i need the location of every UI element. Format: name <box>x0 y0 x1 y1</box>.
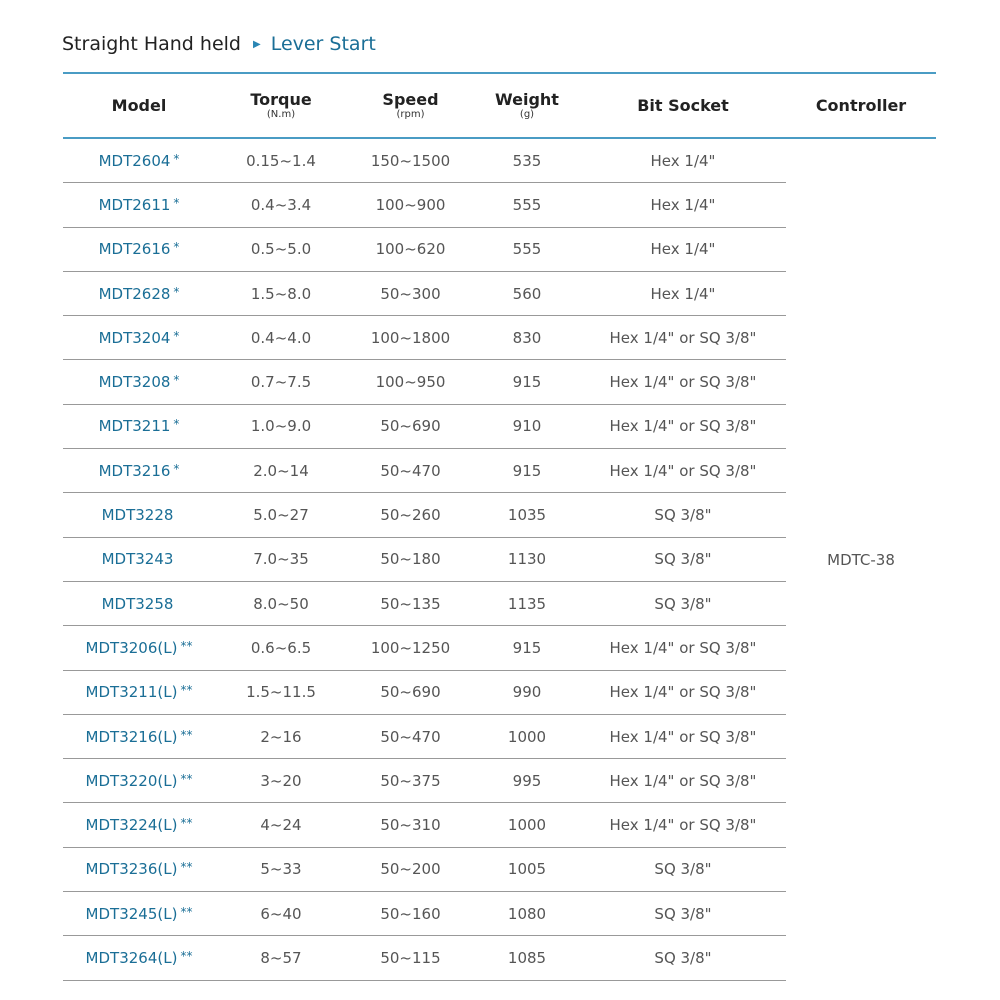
speed-cell <box>347 404 474 448</box>
weight-value: 1000 <box>507 727 547 746</box>
header-speed-label: Speed <box>382 89 439 109</box>
speed-cell <box>347 227 474 271</box>
bit-socket-cell <box>580 227 786 271</box>
weight-cell <box>474 537 580 581</box>
torque-cell <box>215 803 347 847</box>
header-weight <box>474 73 580 138</box>
model-cell <box>63 759 215 803</box>
spec-table <box>63 72 936 981</box>
model-name: MDT3208 <box>98 373 171 392</box>
torque-cell <box>215 626 347 670</box>
model-cell <box>63 360 215 404</box>
weight-value: 535 <box>512 151 542 170</box>
model-cell <box>63 493 215 537</box>
speed-value: 50~200 <box>380 860 441 879</box>
model-mark: * <box>173 373 180 388</box>
weight-cell <box>474 803 580 847</box>
speed-value: 50~310 <box>380 816 441 835</box>
bit-socket-value: SQ 3/8" <box>654 948 712 967</box>
weight-cell <box>474 271 580 315</box>
speed-cell <box>347 360 474 404</box>
torque-cell <box>215 759 347 803</box>
bit-socket-value: SQ 3/8" <box>654 904 712 923</box>
model-cell <box>63 404 215 448</box>
bit-socket-cell <box>580 271 786 315</box>
header-torque-unit: (N.m) <box>266 108 296 120</box>
torque-cell <box>215 404 347 448</box>
speed-value: 50~690 <box>380 417 441 436</box>
bit-socket-cell <box>580 493 786 537</box>
model-name: MDT3211 <box>98 417 171 436</box>
model-name: MDT2604 <box>98 151 171 170</box>
model-name: MDT3204 <box>98 328 171 347</box>
bit-socket-value: Hex 1/4" or SQ 3/8" <box>609 683 757 702</box>
controller-cell <box>786 138 936 980</box>
weight-cell <box>474 316 580 360</box>
model-mark: * <box>173 328 180 343</box>
header-torque <box>215 73 347 138</box>
speed-value: 100~900 <box>375 195 446 214</box>
bit-socket-cell <box>580 183 786 227</box>
torque-value: 8.0~50 <box>253 594 309 613</box>
speed-cell <box>347 581 474 625</box>
speed-cell <box>347 183 474 227</box>
model-mark: * <box>173 284 180 299</box>
weight-cell <box>474 449 580 493</box>
torque-cell <box>215 316 347 360</box>
weight-value: 915 <box>512 638 542 657</box>
model-cell <box>63 670 215 714</box>
torque-cell <box>215 493 347 537</box>
model-mark: ** <box>180 904 193 919</box>
model-cell <box>63 803 215 847</box>
torque-value: 5~33 <box>260 860 302 879</box>
speed-value: 50~135 <box>380 594 441 613</box>
torque-value: 0.5~5.0 <box>250 240 312 259</box>
torque-value: 8~57 <box>260 948 302 967</box>
model-cell <box>63 183 215 227</box>
weight-cell <box>474 581 580 625</box>
model-cell <box>63 714 215 758</box>
weight-value: 990 <box>512 683 542 702</box>
speed-value: 100~950 <box>375 373 446 392</box>
bit-socket-cell <box>580 360 786 404</box>
speed-cell <box>347 847 474 891</box>
torque-cell <box>215 714 347 758</box>
model-name: MDT3206(L) <box>85 638 178 657</box>
weight-value: 1130 <box>507 550 547 569</box>
speed-value: 100~620 <box>375 240 446 259</box>
model-name: MDT3245(L) <box>85 904 178 923</box>
bit-socket-cell <box>580 316 786 360</box>
speed-cell <box>347 626 474 670</box>
speed-cell <box>347 537 474 581</box>
torque-value: 0.15~1.4 <box>246 151 316 170</box>
model-cell <box>63 271 215 315</box>
weight-value: 1080 <box>507 904 547 923</box>
speed-value: 150~1500 <box>370 151 451 170</box>
weight-cell <box>474 936 580 980</box>
torque-value: 0.6~6.5 <box>250 638 312 657</box>
model-mark: ** <box>180 771 193 786</box>
controller-value: MDTC-38 <box>827 550 895 569</box>
speed-value: 100~1800 <box>370 328 451 347</box>
speed-value: 50~375 <box>380 771 441 790</box>
model-name: MDT3258 <box>101 594 174 613</box>
model-name: MDT3236(L) <box>85 860 178 879</box>
bit-socket-cell <box>580 892 786 936</box>
weight-cell <box>474 847 580 891</box>
bit-socket-value: SQ 3/8" <box>654 594 712 613</box>
weight-value: 1085 <box>507 948 547 967</box>
torque-value: 1.0~9.0 <box>250 417 312 436</box>
speed-value: 50~690 <box>380 683 441 702</box>
bit-socket-cell <box>580 803 786 847</box>
weight-cell <box>474 183 580 227</box>
torque-value: 6~40 <box>260 904 302 923</box>
weight-cell <box>474 892 580 936</box>
speed-value: 100~1250 <box>370 638 451 657</box>
speed-cell <box>347 714 474 758</box>
weight-cell <box>474 404 580 448</box>
header-weight-label: Weight <box>495 89 559 109</box>
speed-cell <box>347 271 474 315</box>
model-cell <box>63 936 215 980</box>
torque-value: 5.0~27 <box>253 506 309 525</box>
speed-cell <box>347 138 474 183</box>
weight-value: 910 <box>512 417 542 436</box>
model-cell <box>63 316 215 360</box>
bit-socket-cell <box>580 449 786 493</box>
torque-value: 7.0~35 <box>253 550 309 569</box>
speed-value: 50~260 <box>380 506 441 525</box>
speed-value: 50~470 <box>380 727 441 746</box>
bit-socket-value: Hex 1/4" or SQ 3/8" <box>609 816 757 835</box>
weight-value: 1000 <box>507 816 547 835</box>
torque-value: 3~20 <box>260 771 302 790</box>
model-name: MDT3224(L) <box>85 816 178 835</box>
speed-cell <box>347 670 474 714</box>
torque-value: 1.5~8.0 <box>250 284 312 303</box>
weight-cell <box>474 138 580 183</box>
model-mark: * <box>173 151 180 166</box>
model-cell <box>63 227 215 271</box>
torque-cell <box>215 936 347 980</box>
torque-cell <box>215 271 347 315</box>
model-name: MDT3211(L) <box>85 683 178 702</box>
torque-cell <box>215 670 347 714</box>
model-name: MDT3243 <box>101 550 174 569</box>
header-model: Model <box>63 73 215 138</box>
weight-value: 915 <box>512 461 542 480</box>
weight-value: 1005 <box>507 860 547 879</box>
torque-value: 2.0~14 <box>253 461 309 480</box>
bit-socket-value: Hex 1/4" <box>650 151 716 170</box>
weight-value: 1035 <box>507 506 547 525</box>
speed-cell <box>347 449 474 493</box>
bit-socket-value: SQ 3/8" <box>654 550 712 569</box>
weight-value: 1135 <box>507 594 547 613</box>
model-cell <box>63 581 215 625</box>
breadcrumb-category: Straight Hand held <box>62 33 241 55</box>
weight-cell <box>474 493 580 537</box>
model-name: MDT3216 <box>98 461 171 480</box>
speed-value: 50~115 <box>380 948 441 967</box>
weight-cell <box>474 714 580 758</box>
model-cell <box>63 847 215 891</box>
bit-socket-cell <box>580 759 786 803</box>
speed-cell <box>347 759 474 803</box>
bit-socket-cell <box>580 581 786 625</box>
header-controller: Controller <box>786 73 936 138</box>
model-mark: ** <box>180 948 193 963</box>
weight-cell <box>474 227 580 271</box>
model-cell <box>63 537 215 581</box>
bit-socket-cell <box>580 138 786 183</box>
weight-value: 995 <box>512 771 542 790</box>
model-mark: * <box>173 461 180 476</box>
model-mark: ** <box>180 638 193 653</box>
speed-cell <box>347 892 474 936</box>
speed-cell <box>347 316 474 360</box>
model-mark: ** <box>180 683 193 698</box>
bit-socket-cell <box>580 404 786 448</box>
model-mark: * <box>173 195 180 210</box>
model-name: MDT3264(L) <box>85 948 178 967</box>
torque-value: 2~16 <box>260 727 302 746</box>
model-name: MDT3228 <box>101 506 174 525</box>
bit-socket-value: Hex 1/4" or SQ 3/8" <box>609 373 757 392</box>
model-cell <box>63 626 215 670</box>
bit-socket-value: Hex 1/4" <box>650 284 716 303</box>
speed-cell <box>347 936 474 980</box>
table-row <box>63 138 936 183</box>
weight-cell <box>474 360 580 404</box>
weight-cell <box>474 759 580 803</box>
bit-socket-value: Hex 1/4" or SQ 3/8" <box>609 328 757 347</box>
torque-value: 0.4~3.4 <box>250 195 312 214</box>
torque-cell <box>215 892 347 936</box>
bit-socket-cell <box>580 670 786 714</box>
breadcrumb-subcategory: Lever Start <box>270 33 376 55</box>
model-name: MDT3216(L) <box>85 727 178 746</box>
model-cell <box>63 449 215 493</box>
triangle-right-icon: ▶ <box>252 39 261 50</box>
torque-cell <box>215 183 347 227</box>
torque-cell <box>215 581 347 625</box>
speed-cell <box>347 803 474 847</box>
header-speed-unit: (rpm) <box>396 108 425 120</box>
torque-value: 0.4~4.0 <box>250 328 312 347</box>
weight-value: 555 <box>512 240 542 259</box>
bit-socket-value: Hex 1/4" <box>650 195 716 214</box>
bit-socket-value: Hex 1/4" or SQ 3/8" <box>609 727 757 746</box>
bit-socket-value: SQ 3/8" <box>654 506 712 525</box>
torque-value: 1.5~11.5 <box>246 683 316 702</box>
model-mark: ** <box>180 727 193 742</box>
bit-socket-cell <box>580 537 786 581</box>
speed-value: 50~470 <box>380 461 441 480</box>
speed-value: 50~180 <box>380 550 441 569</box>
table-header <box>63 73 936 138</box>
model-mark: * <box>173 417 180 432</box>
bit-socket-value: Hex 1/4" or SQ 3/8" <box>609 461 757 480</box>
model-name: MDT3220(L) <box>85 771 178 790</box>
torque-cell <box>215 449 347 493</box>
header-bit-socket: Bit Socket <box>580 73 786 138</box>
model-mark: * <box>173 240 180 255</box>
page-title <box>62 33 376 55</box>
header-weight-unit: (g) <box>519 108 535 120</box>
model-cell <box>63 892 215 936</box>
speed-value: 50~160 <box>380 904 441 923</box>
torque-cell <box>215 537 347 581</box>
bit-socket-cell <box>580 626 786 670</box>
bit-socket-cell <box>580 847 786 891</box>
weight-cell <box>474 670 580 714</box>
weight-value: 915 <box>512 373 542 392</box>
weight-value: 830 <box>512 328 542 347</box>
bit-socket-value: Hex 1/4" or SQ 3/8" <box>609 638 757 657</box>
torque-cell <box>215 360 347 404</box>
model-mark: ** <box>180 860 193 875</box>
model-cell <box>63 138 215 183</box>
model-mark: ** <box>180 816 193 831</box>
weight-value: 555 <box>512 195 542 214</box>
bit-socket-value: SQ 3/8" <box>654 860 712 879</box>
speed-cell <box>347 493 474 537</box>
model-name: MDT2616 <box>98 240 171 259</box>
torque-cell <box>215 227 347 271</box>
bit-socket-value: Hex 1/4" <box>650 240 716 259</box>
model-name: MDT2611 <box>98 195 171 214</box>
bit-socket-value: Hex 1/4" or SQ 3/8" <box>609 771 757 790</box>
header-speed <box>347 73 474 138</box>
model-name: MDT2628 <box>98 284 171 303</box>
torque-cell <box>215 847 347 891</box>
torque-value: 0.7~7.5 <box>250 373 312 392</box>
header-torque-label: Torque <box>250 89 312 109</box>
weight-cell <box>474 626 580 670</box>
torque-cell <box>215 138 347 183</box>
weight-value: 560 <box>512 284 542 303</box>
bit-socket-cell <box>580 714 786 758</box>
bit-socket-cell <box>580 936 786 980</box>
bit-socket-value: Hex 1/4" or SQ 3/8" <box>609 417 757 436</box>
speed-value: 50~300 <box>380 284 441 303</box>
torque-value: 4~24 <box>260 816 302 835</box>
